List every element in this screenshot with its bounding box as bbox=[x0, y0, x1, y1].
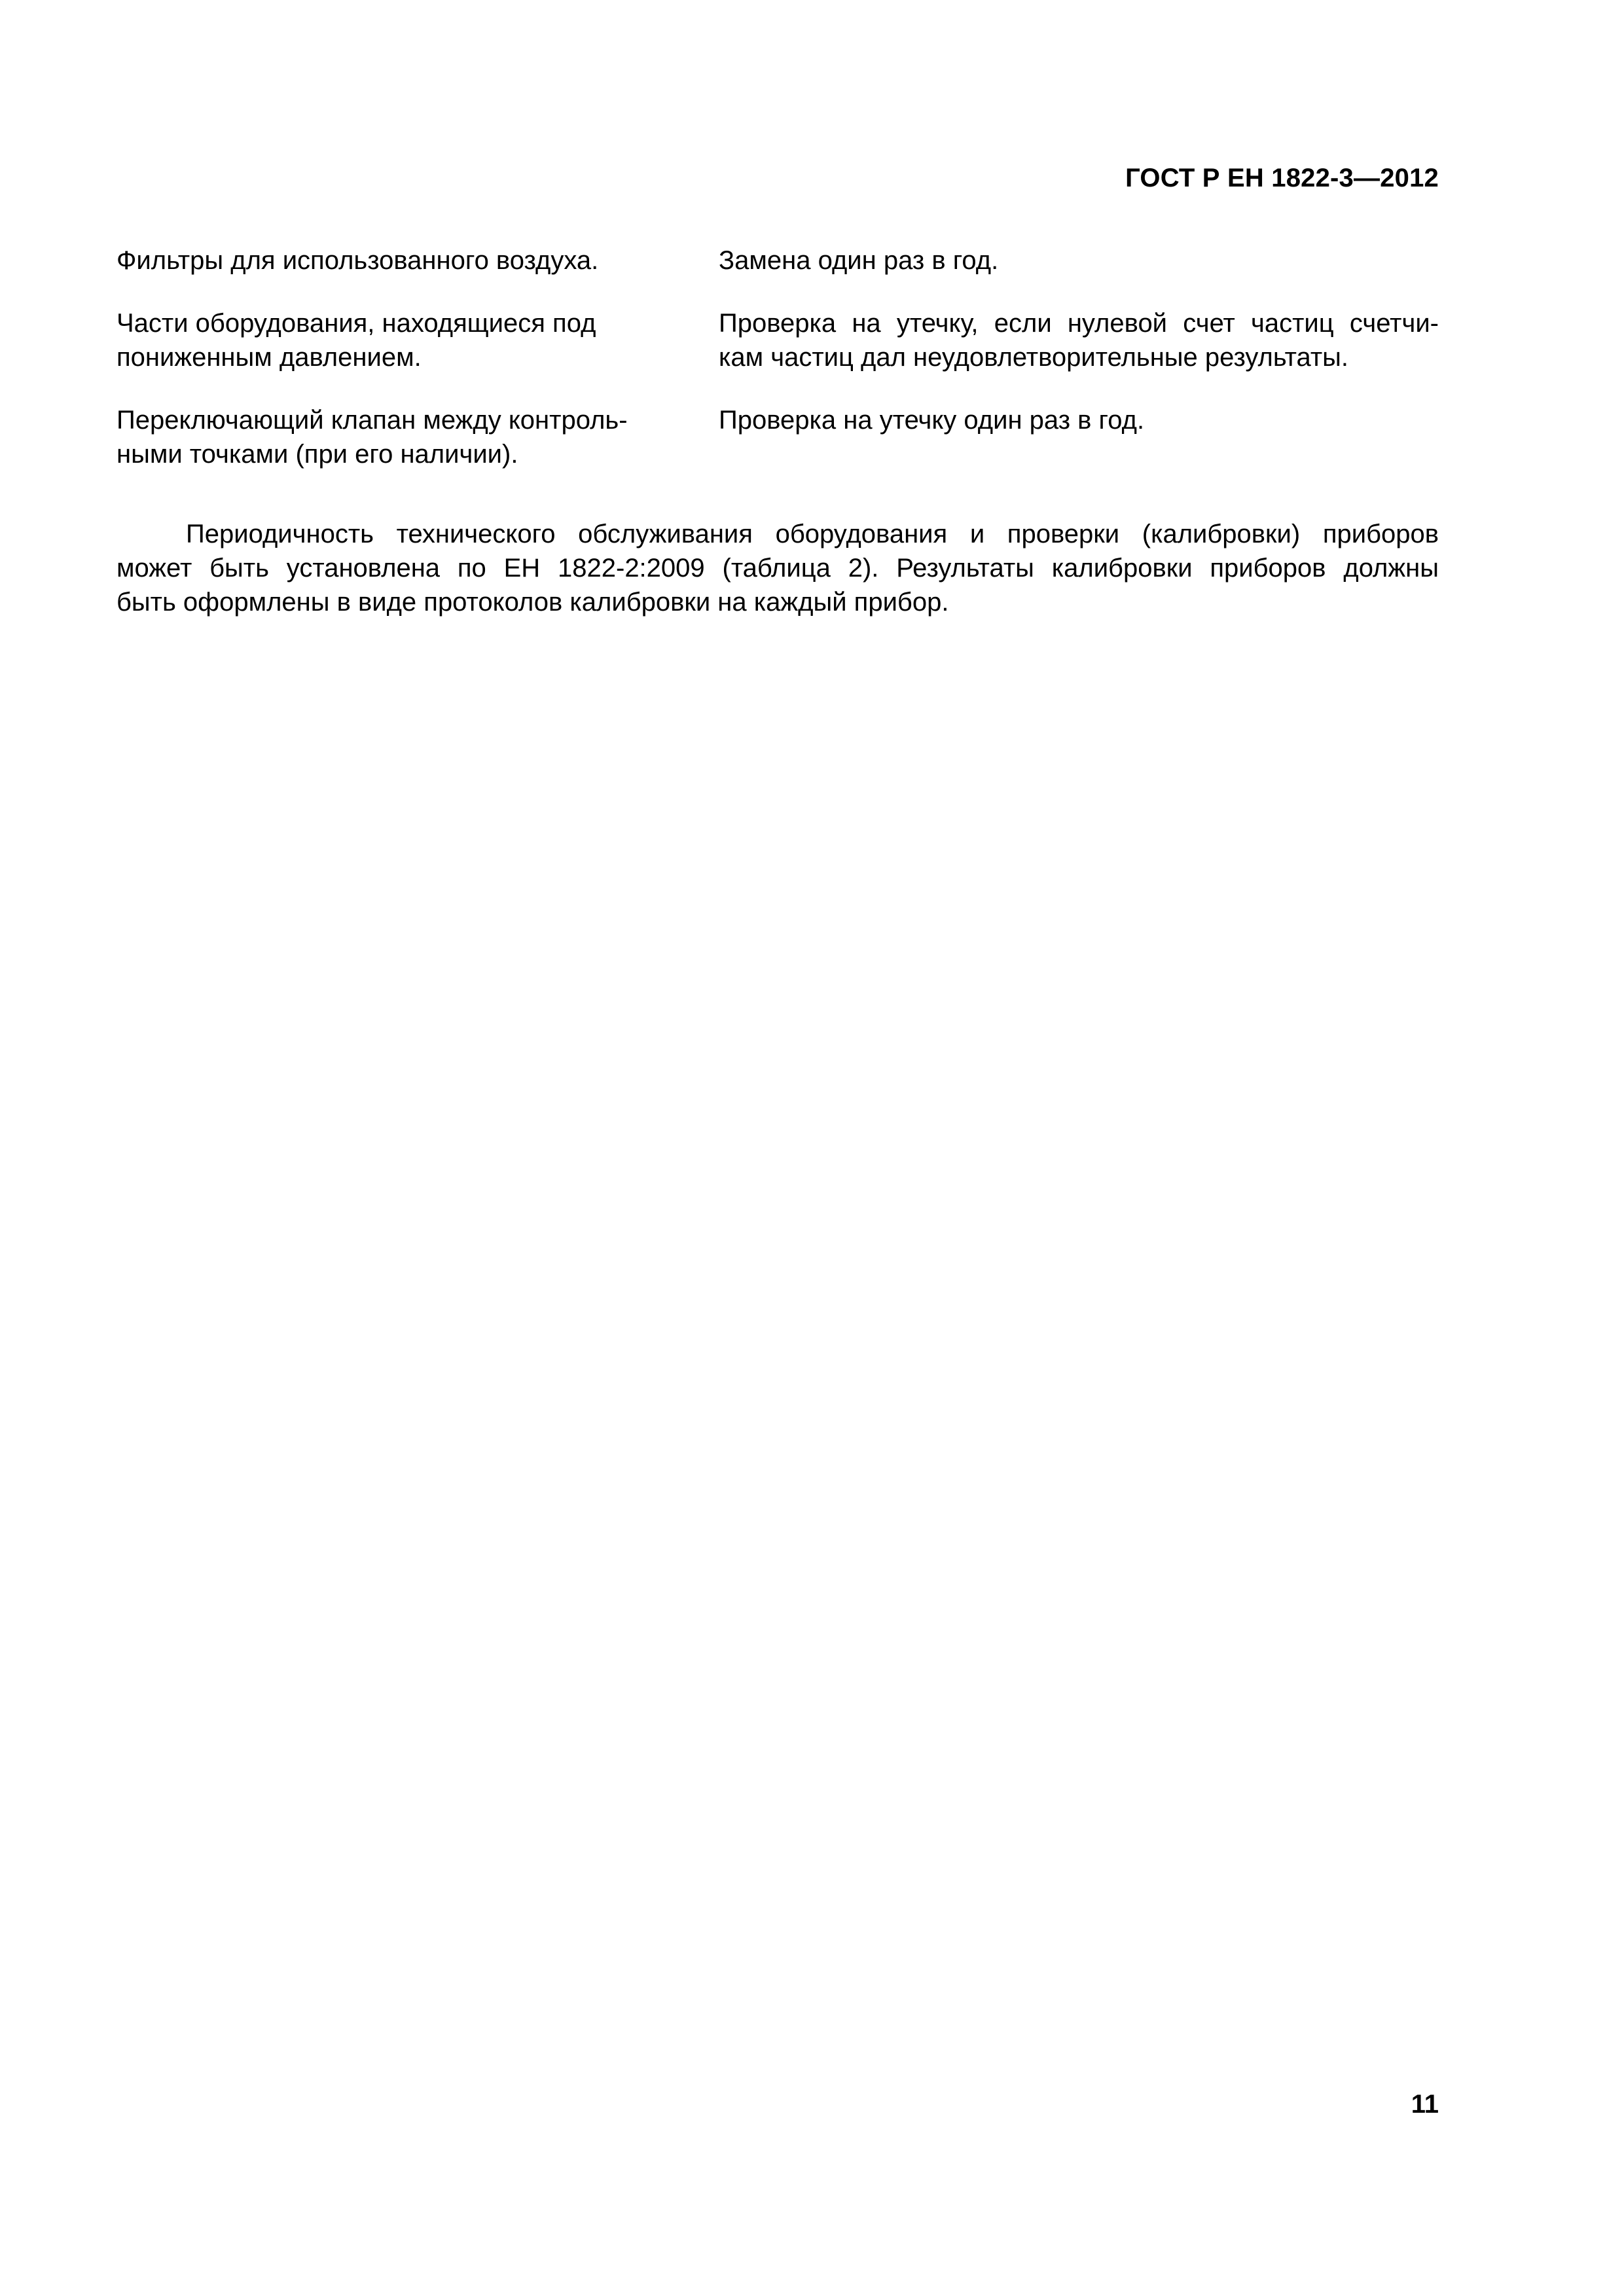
maintenance-list bbox=[117, 243, 1439, 500]
maintenance-item-line: Части оборудования, находящиеся под bbox=[117, 309, 596, 338]
maintenance-item bbox=[117, 403, 719, 471]
maintenance-item bbox=[117, 306, 719, 374]
maintenance-row bbox=[117, 403, 1439, 471]
paragraph-line: быть оформлены в виде протоколов калибровки на каждый прибор. bbox=[117, 588, 949, 617]
maintenance-action bbox=[719, 403, 1439, 471]
page-number: 11 bbox=[1411, 2090, 1439, 2119]
maintenance-item-line: ными точками (при его наличии). bbox=[117, 440, 518, 469]
maintenance-item-line: пониженным давлением. bbox=[117, 343, 422, 372]
body-paragraph bbox=[117, 517, 1439, 619]
maintenance-action-line: Проверка на утечку, если нулевой счет частиц счетчи- bbox=[719, 309, 1439, 338]
maintenance-action-line: Проверка на утечку один раз в год. bbox=[719, 406, 1145, 435]
maintenance-item-line: Переключающий клапан между контроль- bbox=[117, 406, 628, 435]
maintenance-action bbox=[719, 306, 1439, 374]
maintenance-row bbox=[117, 243, 1439, 278]
maintenance-action-line: кам частиц дал неудовлетворительные результаты. bbox=[719, 343, 1349, 372]
maintenance-action bbox=[719, 243, 1439, 278]
maintenance-item bbox=[117, 243, 719, 278]
document-code: ГОСТ Р ЕН 1822-3—2012 bbox=[1125, 164, 1439, 192]
maintenance-action-line: Замена один раз в год. bbox=[719, 246, 999, 275]
maintenance-item-line: Фильтры для использованного воздуха. bbox=[117, 246, 599, 275]
maintenance-row bbox=[117, 306, 1439, 374]
paragraph-line: может быть установлена по ЕН 1822-2:2009 (таблица 2). Результаты калибровки приборов должны bbox=[117, 554, 1439, 583]
paragraph-line: Периодичность технического обслуживания оборудования и проверки (калибровки) приборов bbox=[186, 520, 1439, 548]
